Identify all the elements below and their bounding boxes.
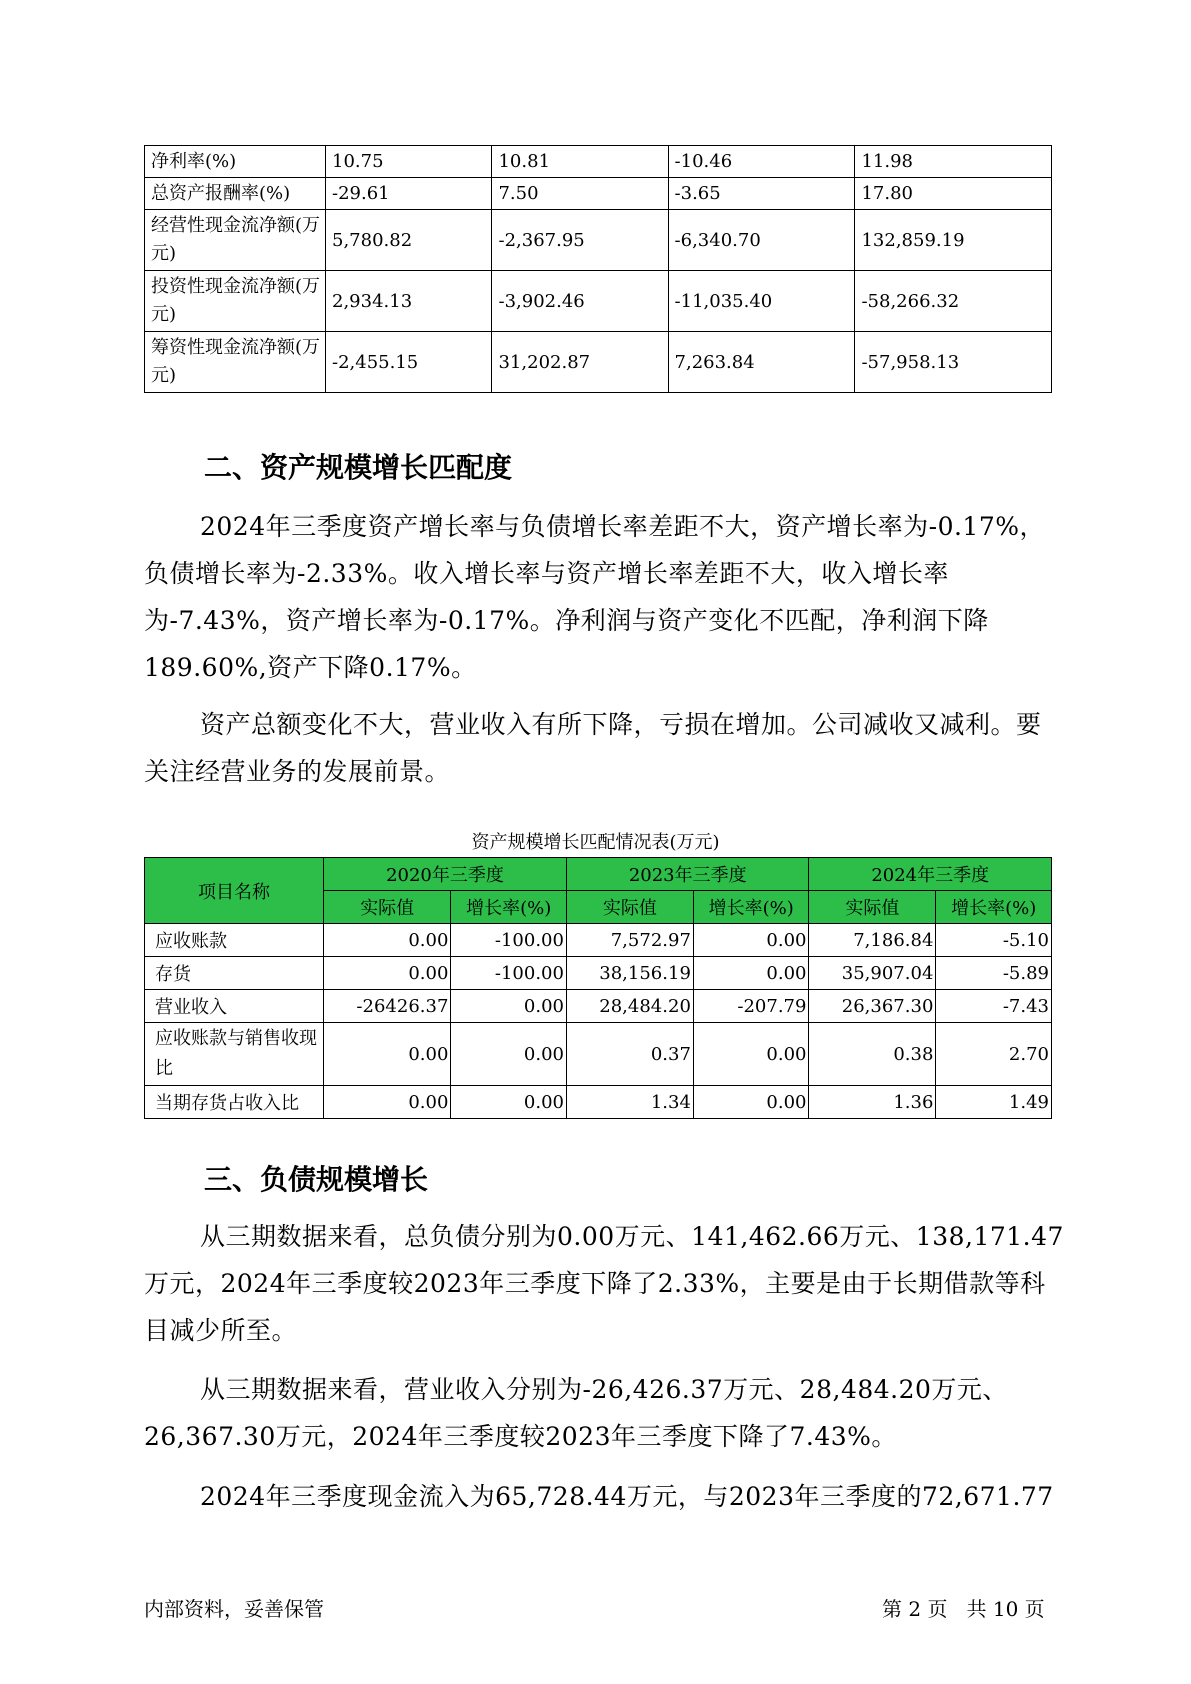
column-header: 增长率(%) [451, 891, 567, 924]
table-row [145, 332, 1052, 393]
table-cell: 0.00 [693, 924, 809, 957]
table-cell: 0.00 [693, 1023, 809, 1086]
table-cell: -2,455.15 [326, 332, 492, 393]
table-cell: 11.98 [855, 146, 1052, 178]
table-cell: 0.00 [693, 1086, 809, 1119]
table-cell: -26426.37 [324, 990, 451, 1023]
column-header: 2020年三季度 [324, 858, 567, 891]
row-label: 当期存货占收入比 [145, 1086, 324, 1119]
section-heading: 二、资产规模增长匹配度 [204, 451, 513, 484]
table-cell: 0.00 [324, 1086, 451, 1119]
column-header: 实际值 [566, 891, 693, 924]
table-cell: 1.36 [809, 1086, 936, 1119]
table-cell: 2.70 [936, 1023, 1052, 1086]
table-cell: -5.10 [936, 924, 1052, 957]
table-cell: -11,035.40 [668, 271, 855, 332]
table-cell: -100.00 [451, 924, 567, 957]
table-cell: 2,934.13 [326, 271, 492, 332]
table-cell: 0.00 [451, 1023, 567, 1086]
table-cell: 0.00 [324, 1023, 451, 1086]
asset-growth-table [144, 857, 1052, 1119]
table-cell: 7,186.84 [809, 924, 936, 957]
table-caption: 资产规模增长匹配情况表(万元) [471, 832, 720, 853]
row-label: 投资性现金流净额(万元) [145, 271, 326, 332]
table-cell: 7,572.97 [566, 924, 693, 957]
paragraph: 资产总额变化不大，营业收入有所下降，亏损在增加。公司减收又减利。要关注经营业务的发展前景。 [144, 710, 1042, 786]
table-cell: 5,780.82 [326, 210, 492, 271]
table-row [145, 271, 1052, 332]
row-label: 存货 [145, 957, 324, 990]
table-cell: 7.50 [492, 178, 668, 210]
table-row [145, 990, 1052, 1023]
table-cell: 0.38 [809, 1023, 936, 1086]
column-header: 2023年三季度 [566, 858, 809, 891]
table-cell: 17.80 [855, 178, 1052, 210]
table-cell: -3.65 [668, 178, 855, 210]
table-cell: -6,340.70 [668, 210, 855, 271]
table-cell: 26,367.30 [809, 990, 936, 1023]
table-cell: -29.61 [326, 178, 492, 210]
column-header: 实际值 [324, 891, 451, 924]
table-cell: 132,859.19 [855, 210, 1052, 271]
row-label: 筹资性现金流净额(万元) [145, 332, 326, 393]
row-label: 应收账款 [145, 924, 324, 957]
table-row [145, 210, 1052, 271]
column-header: 增长率(%) [936, 891, 1052, 924]
table-cell: 35,907.04 [809, 957, 936, 990]
row-label: 总资产报酬率(%) [145, 178, 326, 210]
paragraph: 2024年三季度资产增长率与负债增长率差距不大，资产增长率为-0.17%，负债增长率为-2.33%。收入增长率与资产增长率差距不大，收入增长率为-7.43%，资产增长率为-0.17%。净利润与资产变化不匹配，净利润下降189.60%,资产下降0.17%。 [144, 512, 1045, 682]
table-cell: 38,156.19 [566, 957, 693, 990]
table-cell: -7.43 [936, 990, 1052, 1023]
table-cell: 0.00 [451, 1086, 567, 1119]
table-cell: 0.00 [451, 990, 567, 1023]
table-cell: 0.00 [324, 924, 451, 957]
table-cell: 10.75 [326, 146, 492, 178]
table-cell: -207.79 [693, 990, 809, 1023]
table-cell: 10.81 [492, 146, 668, 178]
column-header: 实际值 [809, 891, 936, 924]
paragraph: 从三期数据来看，总负债分别为0.00万元、141,462.66万元、138,171.47万元，2024年三季度较2023年三季度下降了2.33%，主要是由于长期借款等科目减少所至。 [144, 1222, 1064, 1345]
table-cell: 1.49 [936, 1086, 1052, 1119]
page-number: 第 2 页 共 10 页 [882, 1597, 1045, 1621]
table-cell: 1.34 [566, 1086, 693, 1119]
row-label: 净利率(%) [145, 146, 326, 178]
table-cell: 0.00 [693, 957, 809, 990]
table-cell: 0.00 [324, 957, 451, 990]
table-cell: -5.89 [936, 957, 1052, 990]
table-cell: -2,367.95 [492, 210, 668, 271]
row-label: 营业收入 [145, 990, 324, 1023]
table-header-row [145, 858, 1052, 891]
column-header: 2024年三季度 [809, 858, 1052, 891]
table-row [145, 178, 1052, 210]
table-cell: -58,266.32 [855, 271, 1052, 332]
table-cell: -100.00 [451, 957, 567, 990]
table-row [145, 957, 1052, 990]
table-cell: 0.37 [566, 1023, 693, 1086]
footer-note: 内部资料，妥善保管 [144, 1597, 324, 1621]
table-cell: 28,484.20 [566, 990, 693, 1023]
table-cell: 31,202.87 [492, 332, 668, 393]
financial-ratios-table [144, 145, 1052, 393]
table-cell: -10.46 [668, 146, 855, 178]
paragraph: 从三期数据来看，营业收入分别为-26,426.37万元、28,484.20万元、26,367.30万元，2024年三季度较2023年三季度下降了7.43%。 [144, 1375, 1008, 1451]
column-header: 项目名称 [145, 858, 324, 924]
table-cell: -57,958.13 [855, 332, 1052, 393]
row-label: 应收账款与销售收现比 [145, 1023, 324, 1086]
table-cell: -3,902.46 [492, 271, 668, 332]
table-row [145, 146, 1052, 178]
row-label: 经营性现金流净额(万元) [145, 210, 326, 271]
table-cell: 7,263.84 [668, 332, 855, 393]
paragraph: 2024年三季度现金流入为65,728.44万元，与2023年三季度的72,671.77 [200, 1482, 1054, 1511]
column-header: 增长率(%) [693, 891, 809, 924]
table-row [145, 1086, 1052, 1119]
section-heading: 三、负债规模增长 [204, 1163, 429, 1196]
table-row [145, 924, 1052, 957]
table-row [145, 1023, 1052, 1086]
